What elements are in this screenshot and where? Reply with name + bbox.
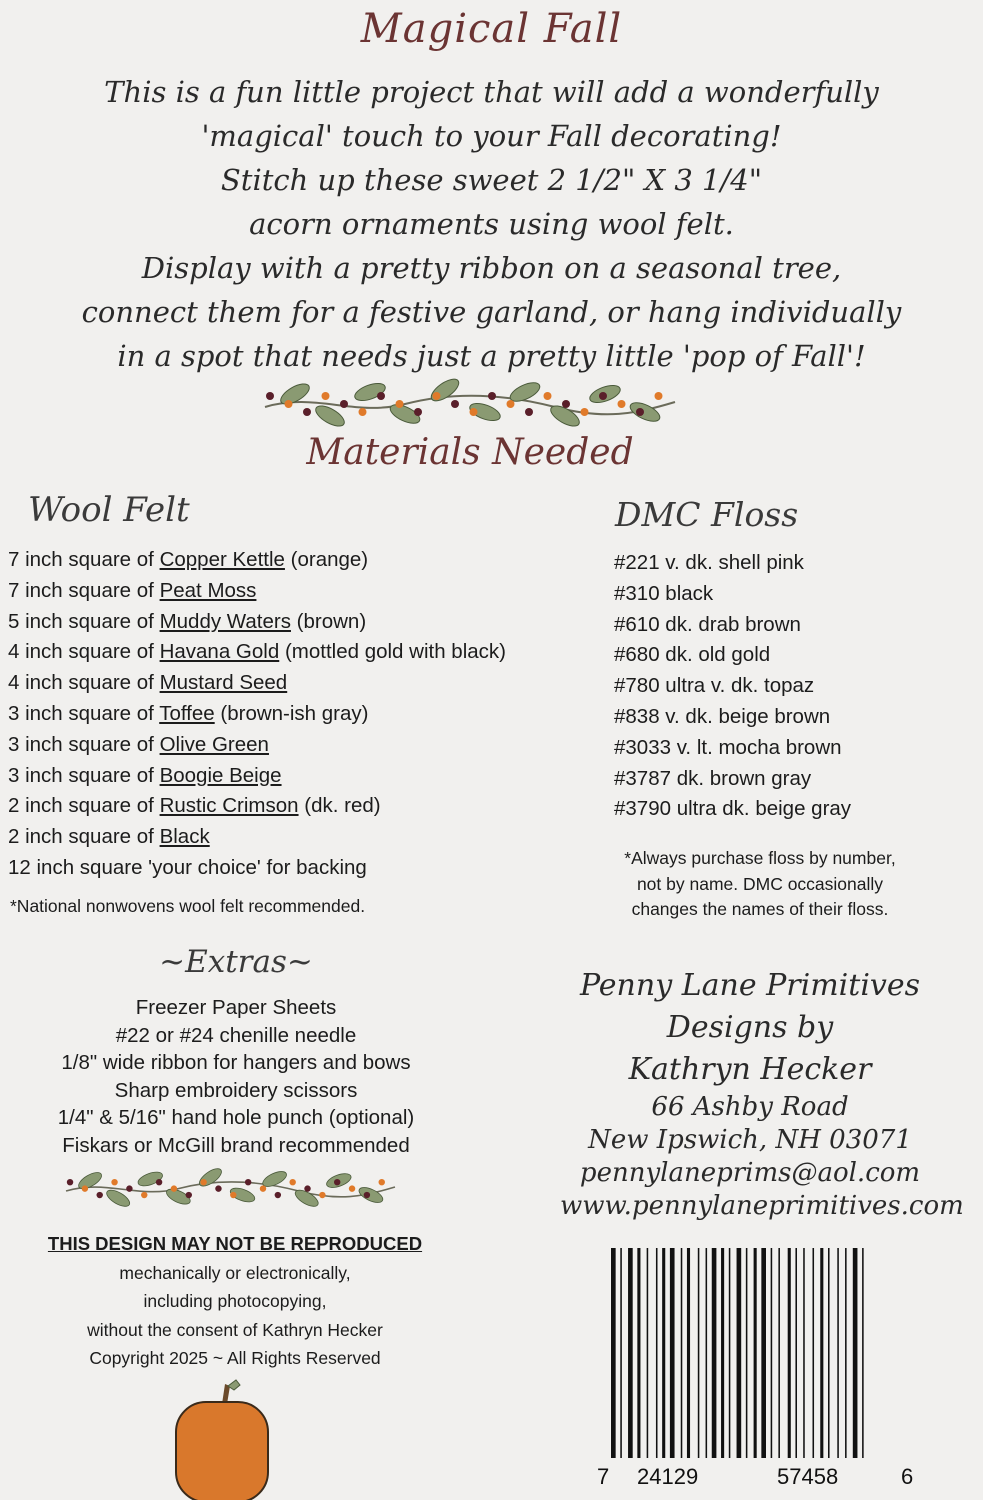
- extras-list: [0, 994, 472, 1159]
- pumpkin-icon: [172, 1374, 272, 1500]
- barcode-icon: [597, 1248, 917, 1490]
- dmc-floss-note: [585, 846, 935, 923]
- copyright-notice: [0, 1230, 470, 1373]
- company-info: [560, 965, 964, 1223]
- list-item: 4 inch square of Mustard Seed: [8, 671, 288, 695]
- copyright-line: without the consent of Kathryn Hecker: [87, 1319, 383, 1340]
- intro-text: [20, 70, 963, 378]
- dmc-floss-list: [614, 548, 851, 825]
- list-item: #310 black: [614, 581, 714, 605]
- company-name: Penny Lane Primitives: [579, 968, 921, 1003]
- wool-felt-list: [8, 545, 506, 884]
- copyright-line: Copyright 2025 ~ All Rights Reserved: [89, 1348, 381, 1368]
- list-item: #3033 v. lt. mocha brown: [614, 735, 842, 759]
- website: www.pennylaneprimitives.com: [560, 1191, 964, 1221]
- copyright-line: including photocopying,: [143, 1291, 327, 1311]
- garland-icon: [58, 1162, 403, 1212]
- list-item: 7 inch square of Copper Kettle (orange): [8, 548, 369, 571]
- list-item: 7 inch square of Peat Moss: [8, 578, 257, 602]
- list-item: #610 dk. drab brown: [614, 612, 801, 636]
- intro-line: in a spot that needs just a pretty little 'pop of Fall'!: [117, 339, 866, 373]
- list-item: 3 inch square of Toffee (brown-ish gray): [8, 701, 369, 725]
- list-item: #680 dk. old gold: [614, 643, 771, 667]
- materials-heading: Materials Needed: [306, 432, 634, 473]
- copyright-heading: THIS DESIGN MAY NOT BE REPRODUCED: [47, 1233, 423, 1254]
- intro-line: 'magical' touch to your Fall decorating!: [201, 119, 782, 153]
- copyright-line: mechanically or electronically,: [119, 1262, 351, 1283]
- intro-line: This is a fun little project that will add a wonderfully: [104, 75, 879, 109]
- intro-line: Display with a pretty ribbon on a seasonal tree,: [141, 251, 842, 285]
- list-item: 3 inch square of Boogie Beige: [8, 763, 282, 787]
- list-item: Sharp embroidery scissors: [114, 1078, 358, 1102]
- intro-line: Stitch up these sweet 2 1/2" X 3 1/4": [220, 163, 763, 197]
- list-item: #838 v. dk. beige brown: [614, 704, 831, 728]
- intro-line: connect them for a festive garland, or hang individually: [81, 295, 902, 329]
- list-item: 3 inch square of Olive Green: [8, 732, 269, 756]
- designer-name: Kathryn Hecker: [628, 1052, 872, 1087]
- intro-line: acorn ornaments using wool felt.: [249, 207, 734, 241]
- wool-felt-note: *National nonwovens wool felt recommended.: [10, 896, 366, 916]
- email-address: pennylaneprims@aol.com: [579, 1158, 921, 1188]
- list-item: 4 inch square of Havana Gold (mottled gold with black): [8, 640, 506, 664]
- barcode-digit-right: 6: [901, 1464, 914, 1489]
- note-line: not by name. DMC occasionally: [636, 873, 884, 894]
- list-item: 1/4" & 5/16" hand hole punch (optional): [57, 1106, 415, 1129]
- barcode-digit-left: 7: [597, 1464, 610, 1489]
- list-item: 5 inch square of Muddy Waters (brown): [8, 609, 367, 633]
- list-item: 2 inch square of Black: [8, 825, 210, 849]
- city-address: New Ipswich, NH 03071: [588, 1125, 912, 1155]
- wool-felt-heading: Wool Felt: [28, 490, 190, 530]
- list-item: #3790 ultra dk. beige gray: [614, 797, 852, 821]
- list-item: #22 or #24 chenille needle: [115, 1023, 357, 1047]
- list-item: Freezer Paper Sheets: [135, 996, 337, 1019]
- list-item: #221 v. dk. shell pink: [614, 551, 804, 574]
- list-item: 1/8" wide ribbon for hangers and bows: [61, 1051, 411, 1074]
- page-title: Magical Fall: [360, 6, 623, 52]
- street-address: 66 Ashby Road: [651, 1092, 849, 1122]
- garland-icon: [255, 372, 685, 432]
- note-line: *Always purchase floss by number,: [624, 848, 896, 868]
- list-item: #3787 dk. brown gray: [614, 766, 812, 790]
- backing-item: 12 inch square 'your choice' for backing: [8, 855, 367, 879]
- list-item: #780 ultra v. dk. topaz: [614, 674, 815, 698]
- designs-by: Designs by: [666, 1010, 834, 1045]
- extras-heading: ~Extras~: [159, 944, 313, 980]
- note-line: changes the names of their floss.: [631, 899, 889, 919]
- barcode-group-1: 24129: [637, 1464, 699, 1489]
- list-item: Fiskars or McGill brand recommended: [62, 1133, 410, 1157]
- list-item: 2 inch square of Rustic Crimson (dk. red): [8, 794, 381, 818]
- dmc-floss-heading: DMC Floss: [615, 495, 799, 534]
- barcode-group-2: 57458: [777, 1464, 839, 1489]
